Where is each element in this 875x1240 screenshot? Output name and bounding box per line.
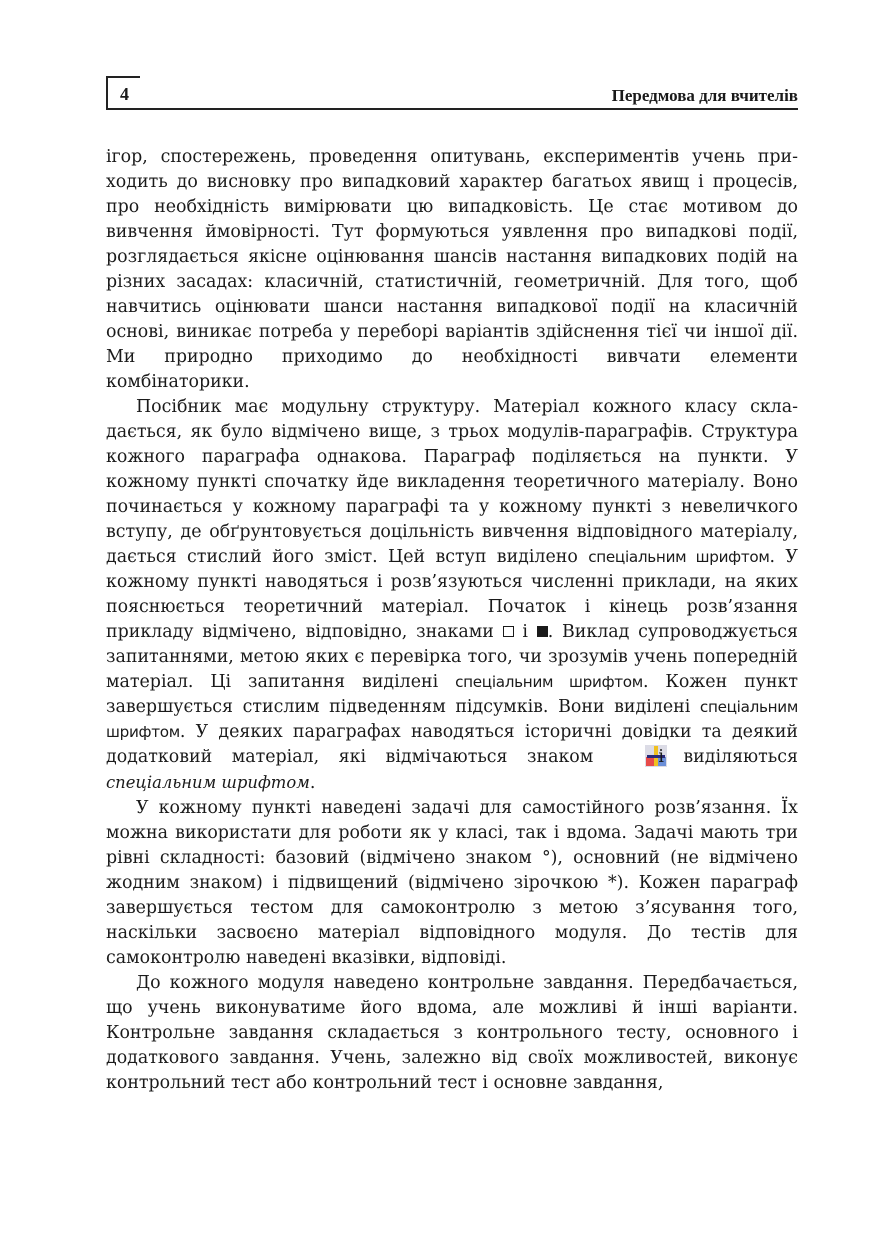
empty-square-icon [503,626,514,637]
header-rule [140,108,798,110]
paragraph-2-text: . Виклад супроводжується запитаннями, метою яких є перевірка того, чи зрозумів учень попередній матеріал. Ці запитання виділені [106,622,798,692]
paragraph-2-text: і виділяються [638,747,798,767]
special-font-sample: спеціальним шрифтом [106,698,798,741]
history-cross-icon [615,745,637,767]
special-font-sample: спеціальним шрифтом [455,673,643,691]
filled-square-icon [537,626,548,637]
page-number: 4 [120,84,129,104]
paragraph-2-text: Посібник має модульну структуру. Матеріал кожного класу складається, як було відмічено вище, з трьох модулів-параграфів. Структура кожного параграфа однакова. Параграф поділяється на пункти. У кожному пункті спочатку йде викладення теоретичного матеріалу. Воно починається у кожному параграфі та у кожному пункті з невеличкого вступу, де обґрунтовується доцільність вивчення відповідного матеріалу, дається стислий його зміст. Цей вступ виділено [106,397,798,567]
header-title: Передмова для вчителів [611,86,798,105]
paragraph-2-text: . Кожен пункт завершується стислим підведенням підсумків. Вони виділені [106,672,798,717]
special-font-sample-italic: спеціальним шрифтом [106,773,310,792]
page-body [106,145,798,1096]
paragraph-2-text: і [513,622,537,642]
paragraph-2 [106,395,798,796]
running-header [106,76,798,112]
special-font-sample: спеціальним шрифтом [588,548,770,566]
paragraph-2-text: . У деяких параграфах наводяться історичні довідки та деякий додатковий матеріал, які відмічаються знаком [106,722,798,767]
paragraph-1: ігор, спостережень, проведення опитувань, експериментів учень приходить до висновку про випадковий характер багатьох явищ і процесів, про необхідність вимірювати цю випадковість. Це стає мотивом до вивчення ймовірності. Тут формуються уявлення про випадкові події, розглядається якісне оцінювання шансів настання випадкових подій на різних засадах: класичній, статистичній, геометричній. Для того, щоб навчитись оцінювати шанси настання випадкової події на класичній основі, виникає потреба у переборі варіантів здійснення тієї чи іншої дії. Ми природно приходимо до необхідності вивчати елементи комбінаторики. [106,147,798,392]
paragraph-4: До кожного модуля наведено контрольне завдання. Передбачається, що учень виконуватиме його вдома, але можливі й інші варіанти. Контрольне завдання складається з контрольного тесту, основного і додаткового завдання. Учень, залежно від своїх можливостей, виконує контрольний тест або контрольний тест і основне завдання, [106,973,798,1093]
paragraph-3: У кожному пункті наведені задачі для самостійного розв’язання. Їх можна використати для роботи як у класі, так і вдома. Задачі мають три рівні складності: базовий (відмічено знаком °), основний (не відмічено жодним знаком) і підвищений (відмічено зірочкою *). Кожен параграф завершується тестом для самоконтролю з метою з’ясування того, наскільки засвоєно матеріал відповідного модуля. До тестів для самоконтролю наведені вказівки, відповіді. [106,798,798,968]
paragraph-2-text: . [309,773,316,793]
paragraph-2-text: . У кожному пункті наводяться і розв’язуються численні приклади, на яких пояснюється теоретичний матеріал. Початок і кінець розв’язання прикладу відмічено, відповідно, знаками [106,547,798,642]
